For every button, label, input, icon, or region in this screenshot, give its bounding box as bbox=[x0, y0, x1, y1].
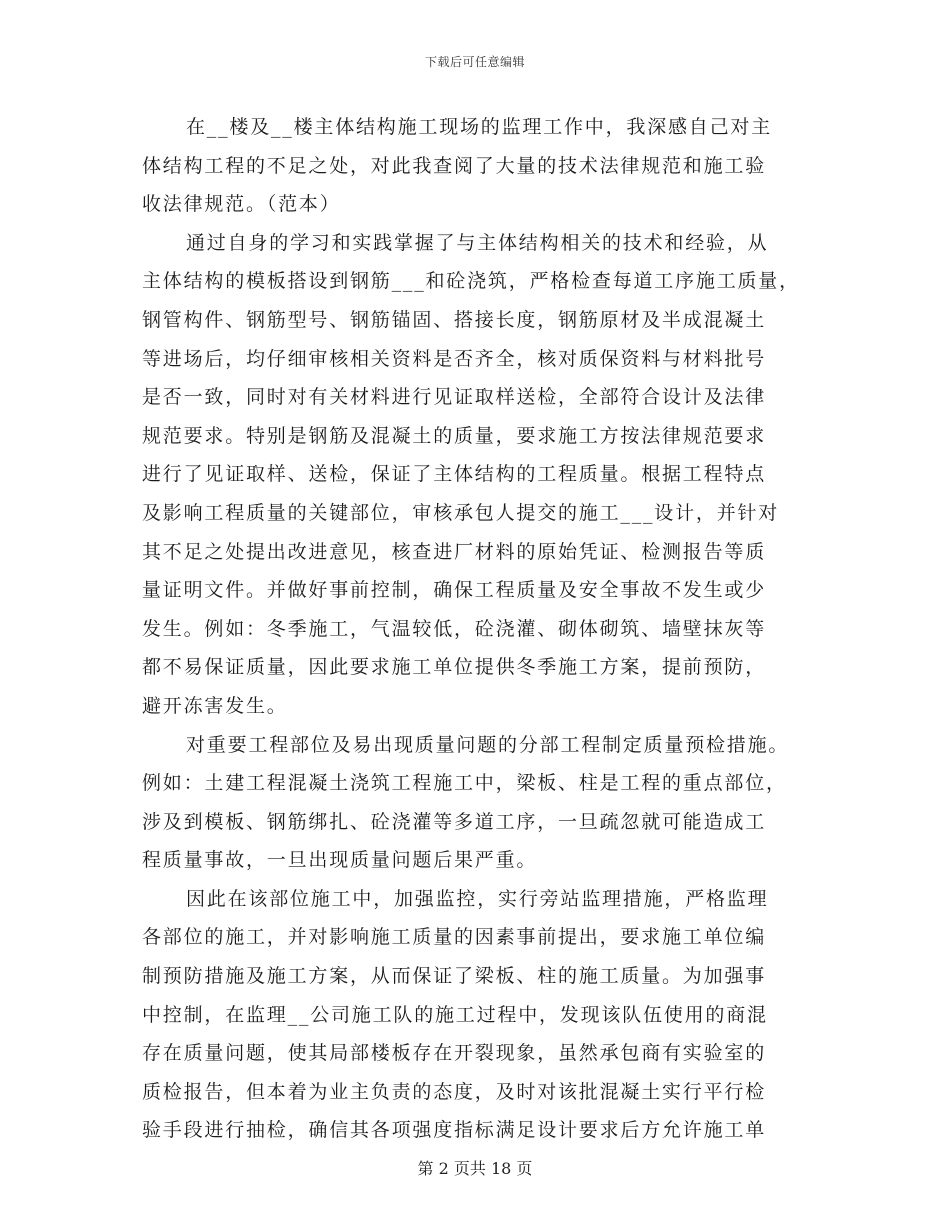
paragraph-4 bbox=[142, 880, 822, 1150]
text-line: 中控制，在监理__公司施工队的施工过程中，发现该队伍使用的商混 bbox=[142, 1003, 768, 1026]
text-line: 对重要工程部位及易出现质量问题的分部工程制定质量预检措施。 bbox=[186, 733, 790, 756]
text-line: 是否一致，同时对有关材料进行见证取样送检，全部符合设计及法律 bbox=[142, 386, 767, 409]
text-line: 因此在该部位施工中，加强监控，实行旁站监理措施，严格监理 bbox=[186, 887, 769, 910]
text-line: 涉及到模板、钢筋绑扎、砼浇灌等多道工序，一旦疏忽就可能造成工 bbox=[142, 810, 767, 833]
page-header: 下载后可任意编辑 bbox=[424, 55, 525, 69]
text-line: 收法律规范。（范本） bbox=[142, 193, 341, 216]
document-body bbox=[142, 108, 822, 1150]
paragraph-3 bbox=[142, 726, 822, 880]
text-line: 其不足之处提出改进意见，核查进厂材料的原始凭证、检测报告等质 bbox=[142, 540, 767, 563]
page-number-footer: 第 2 页共 18 页 bbox=[417, 1159, 533, 1178]
paragraph-1 bbox=[142, 108, 822, 224]
text-line: 体结构工程的不足之处，对此我查阅了大量的技术法律规范和施工验 bbox=[142, 154, 767, 177]
text-line: 都不易保证质量，因此要求施工单位提供冬季施工方案，提前预防， bbox=[142, 656, 767, 679]
text-line: 进行了见证取样、送检，保证了主体结构的工程质量。根据工程特点 bbox=[142, 463, 767, 486]
text-line: 量证明文件。并做好事前控制，确保工程质量及安全事故不发生或少 bbox=[142, 579, 767, 602]
text-line: 程质量事故，一旦出现质量问题后果严重。 bbox=[142, 849, 538, 872]
text-line: 各部位的施工，并对影响施工质量的因素事前提出，要求施工单位编 bbox=[142, 926, 767, 949]
text-line: 规范要求。特别是钢筋及混凝土的质量，要求施工方按法律规范要求 bbox=[142, 424, 767, 447]
text-line: 制预防措施及施工方案，从而保证了梁板、柱的施工质量。为加强事 bbox=[142, 965, 767, 988]
text-line: 等进场后，均仔细审核相关资料是否齐全，核对质保资料与材料批号 bbox=[142, 347, 767, 370]
text-line: 在__楼及__楼主体结构施工现场的监理工作中，我深感自己对主 bbox=[186, 116, 773, 138]
text-line: 存在质量问题，使其局部楼板存在开裂现象，虽然承包商有实验室的 bbox=[142, 1042, 767, 1065]
text-line: 钢管构件、钢筋型号、钢筋锚固、搭接长度，钢筋原材及半成混凝土 bbox=[142, 308, 767, 331]
text-line: 例如：土建工程混凝土浇筑工程施工中，梁板、柱是工程的重点部位， bbox=[142, 772, 787, 795]
text-line: 发生。例如：冬季施工，气温较低，砼浇灌、砌体砌筑、墙壁抹灰等 bbox=[142, 617, 767, 640]
text-line: 验手段进行抽检，确信其各项强度指标满足设计要求后方允许施工单 bbox=[142, 1119, 767, 1142]
text-line: 及影响工程质量的关键部位，审核承包人提交的施工___设计，并针对 bbox=[142, 501, 780, 524]
text-line: 质检报告，但本着为业主负责的态度，及时对该批混凝土实行平行检 bbox=[142, 1080, 767, 1103]
text-line: 通过自身的学习和实践掌握了与主体结构相关的技术和经验，从 bbox=[186, 231, 769, 254]
text-line: 避开冻害发生。 bbox=[142, 694, 288, 717]
text-line: 主体结构的模板搭设到钢筋___和砼浇筑，严格检查每道工序施工质量， bbox=[142, 270, 800, 293]
paragraph-2 bbox=[142, 224, 822, 726]
